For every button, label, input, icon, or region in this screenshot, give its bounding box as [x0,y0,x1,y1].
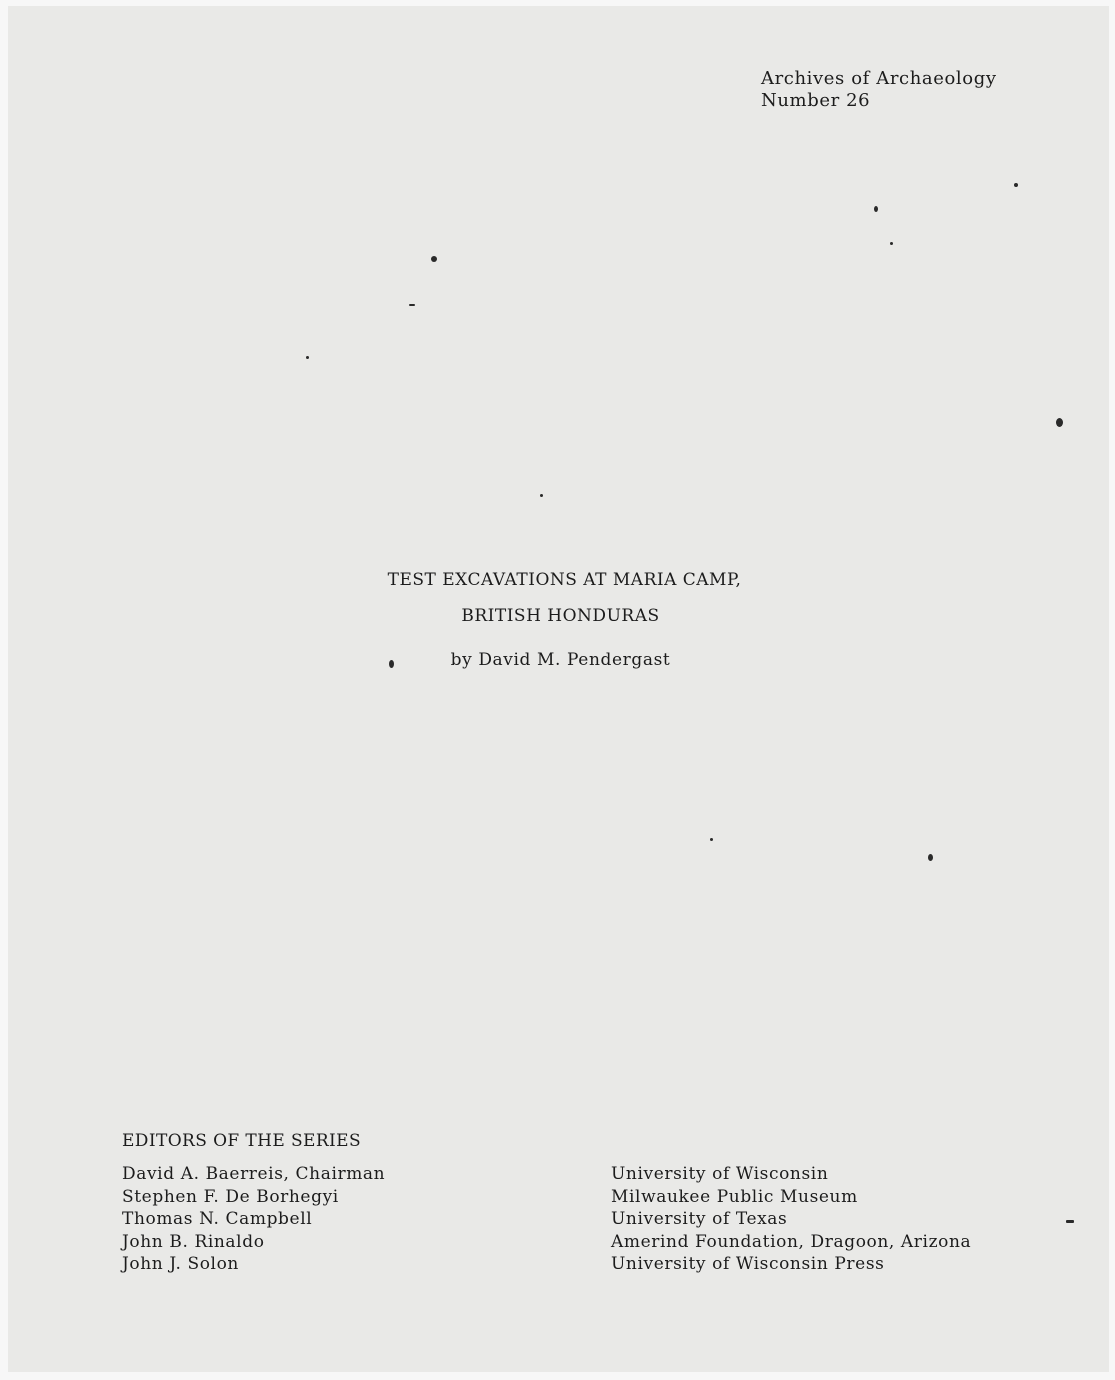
paper-speck [928,854,933,861]
editors-names-column [122,1163,385,1276]
editors-affiliations-column [611,1163,971,1276]
editor-name: David A. Baerreis, Chairman [122,1164,386,1184]
paper-speck [1066,1220,1074,1223]
editor-affiliation: University of Texas [611,1209,788,1229]
paper-speck [1056,418,1063,427]
author-line: by David M. Pendergast [450,650,671,670]
title-line-1: TEST EXCAVATIONS AT MARIA CAMP, [387,570,742,590]
page-edge-left [0,0,8,1380]
paper-speck [540,494,543,497]
editor-affiliation: University of Wisconsin Press [611,1254,885,1274]
paper-speck [389,660,394,668]
title-line-2: BRITISH HONDURAS [461,606,660,626]
paper-speck [890,242,893,245]
editors-heading: EDITORS OF THE SERIES [122,1131,362,1151]
page-edge-right [1109,0,1115,1380]
paper-speck [710,838,713,841]
paper-speck [409,304,415,306]
editor-affiliation: University of Wisconsin [611,1164,829,1184]
paper-speck [431,256,437,262]
editor-affiliation: Amerind Foundation, Dragoon, Arizona [611,1231,972,1252]
series-header [761,68,997,112]
series-name: Archives of Archaeology [761,68,997,89]
editor-name: Thomas N. Campbell [122,1209,313,1229]
editor-name: John B. Rinaldo [122,1231,265,1252]
paper-speck [1014,183,1018,187]
page-edge-top [0,0,1115,6]
editor-name: John J. Solon [122,1254,239,1274]
paper-speck [874,206,878,212]
paper-speck [306,356,309,359]
page-edge-bottom [0,1372,1115,1380]
editor-name: Stephen F. De Borhegyi [122,1186,339,1207]
series-number: Number 26 [761,90,871,111]
editor-affiliation: Milwaukee Public Museum [611,1186,858,1207]
